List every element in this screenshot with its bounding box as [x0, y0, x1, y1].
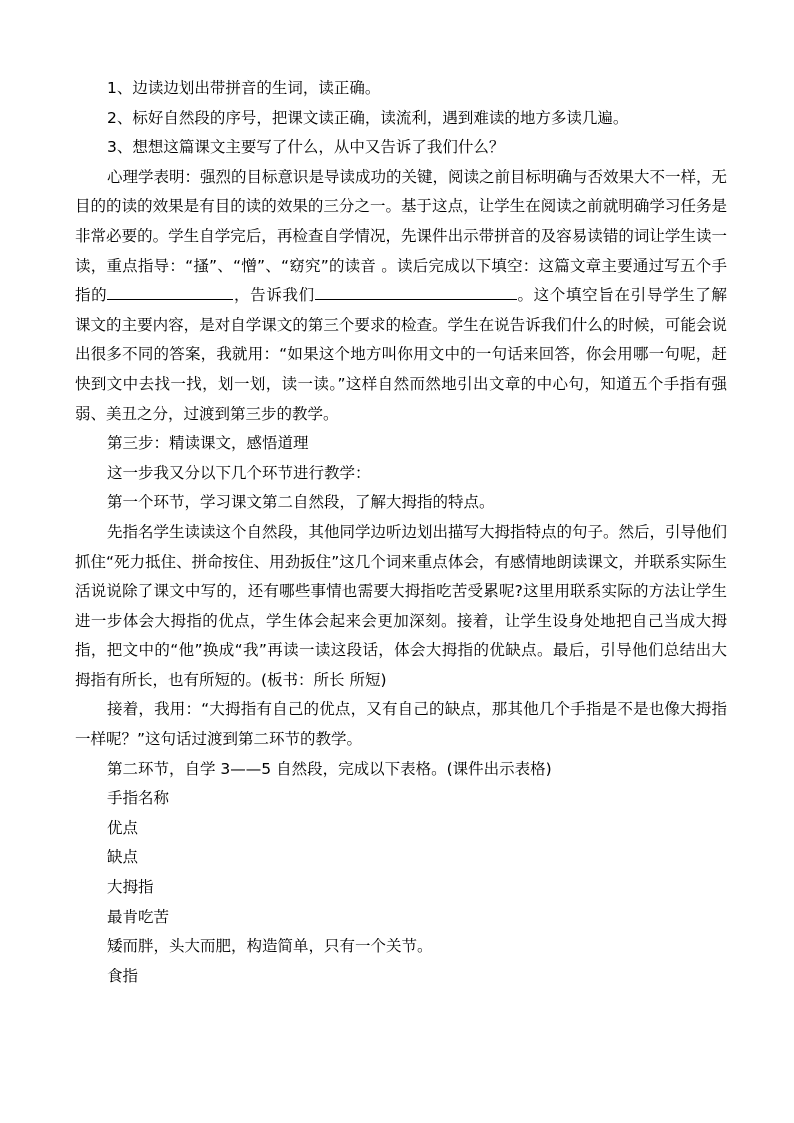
- first-segment-body: 先指名学生读读这个自然段，其他同学边听边划出描写大拇指特点的句子。然后，引导他们抓住“死力抵住、拼命按住、用劲扳住”这几个词来重点体会，有感情地朗读课文，并联系实际生活说说除了课文中写的，还有哪些事情也需要大拇指吃苦受累呢?这里用联系实际的方法让学生进一步体会大拇指的优点，学生体会起来会更加深刻。接着，让学生设身处地把自己当成大拇指，把文中的“他”换成“我”再读一读这段话，体会大拇指的优缺点。最后，引导他们总结出大拇指有所长，也有所短的。(板书：所长 所短): [75, 522, 728, 689]
- table-cell-thumb-disadvantage: 矮而胖，头大而肥，构造简单，只有一个关节。: [107, 937, 433, 956]
- fill-in-blank-2: [315, 281, 517, 300]
- table-cell-thumb-advantage: 最肯吃苦: [107, 907, 170, 926]
- step-three-heading: 第三步：精读课文，感悟道理: [107, 434, 309, 453]
- second-segment-heading: 第二环节，自学 3——5 自然段，完成以下表格。(课件出示表格): [107, 759, 552, 778]
- step-3-think-content: 3、想想这篇课文主要写了什么，从中又告诉了我们什么？: [107, 138, 505, 157]
- step-1-read-words: 1、边读边划出带拼音的生词，读正确。: [107, 79, 381, 97]
- document-body: [75, 74, 727, 991]
- fill-in-after-text: 。这个填空旨在引导学生了解课文的主要内容，是对自学课文的第三个要求的检查。学生在说告诉我们什么的时候，可能会说出很多不同的答案，我就用：“如果这个地方叫你用文中的一句话来回答，你会用哪一句呢，赶快到文中去找一找，划一划，读一读。”这样自然而然地引出文章的中心句，知道五个手指有强弱、美丑之分，过渡到第三步的教学。: [75, 286, 727, 423]
- psychology-text: 心理学表明：强烈的目标意识是导读成功的关键，阅读之前目标明确与否效果大不一样，无目的的读的效果是有目的读的效果的三分之一。基于这点，让学生在阅读之前就明确学习任务是非常必要的。学生自学完后，再检查自学情况，先课件出示带拼音的及容易读错的词让学生读一读，重点指导：“搔”、“憎”、“窈究”的读音 。读后完成以下填空：这篇文章主要通过写五个手指的: [75, 167, 728, 305]
- teaching-segments-intro: 这一步我又分以下几个环节进行教学：: [107, 463, 371, 482]
- table-header-disadvantages: 缺点: [107, 848, 139, 867]
- psychology-paragraph: [75, 163, 727, 429]
- table-row-index-finger: 食指: [107, 966, 139, 985]
- fill-in-blank-1: [107, 281, 233, 300]
- fill-in-mid-text: ，告诉我们: [233, 286, 315, 305]
- first-segment-heading: 第一个环节，学习课文第二自然段，了解大拇指的特点。: [107, 493, 495, 512]
- table-header-advantages: 优点: [107, 818, 139, 837]
- table-header-finger-name: 手指名称: [107, 789, 170, 808]
- step-2-number-paragraphs: 2、标好自然段的序号，把课文读正确，读流利，遇到难读的地方多读几遍。: [107, 108, 629, 127]
- transition-paragraph: 接着，我用：“大拇指有自己的优点，又有自己的缺点，那其他几个手指是不是也像大拇指一样呢？”这句话过渡到第二环节的教学。: [75, 700, 727, 749]
- table-row-thumb: 大拇指: [107, 878, 154, 897]
